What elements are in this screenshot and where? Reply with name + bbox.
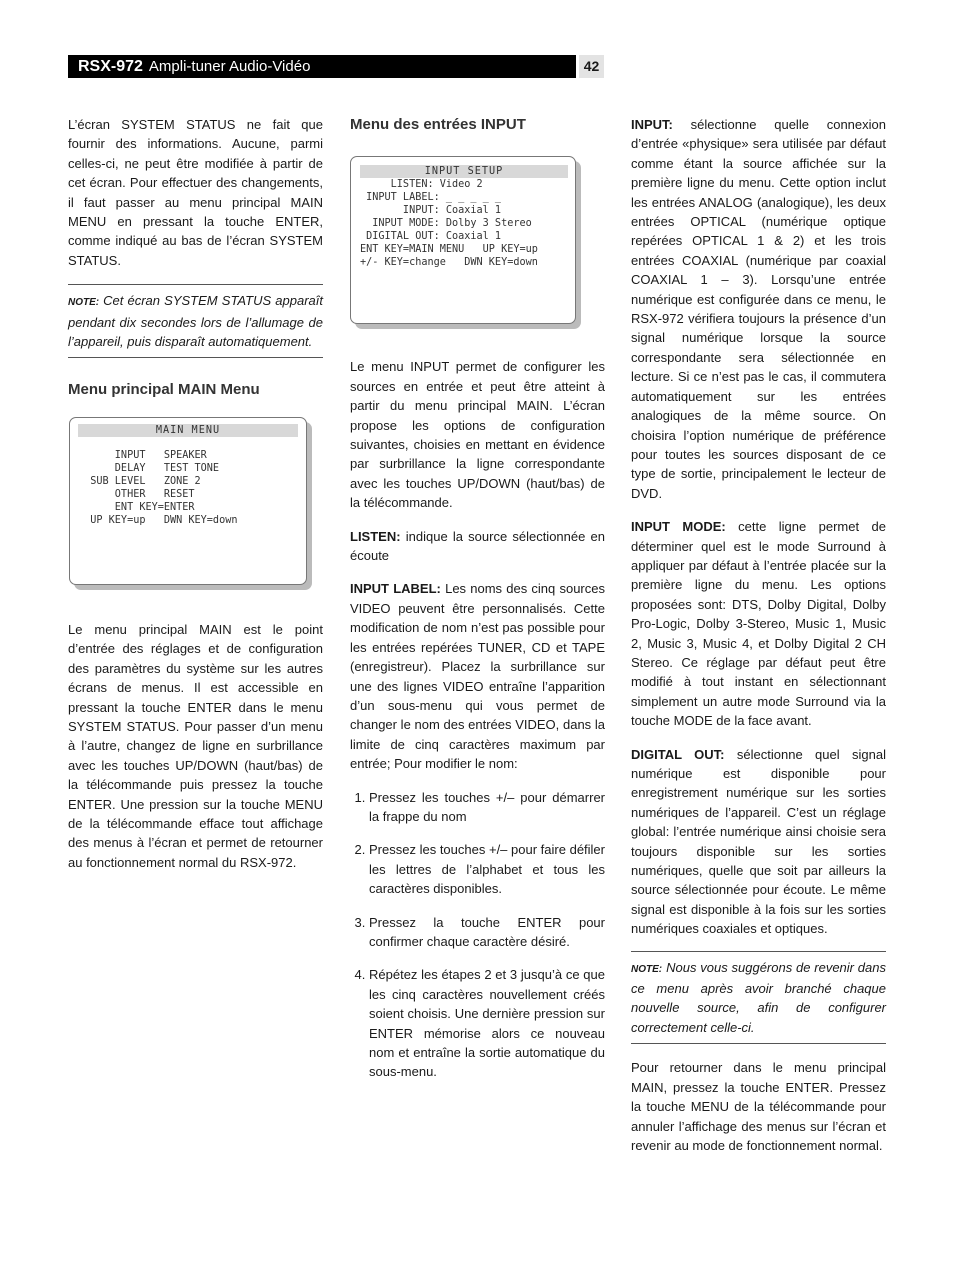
header-bar bbox=[68, 55, 576, 78]
screen-line: INPUT LABEL: _ _ _ _ _ bbox=[360, 192, 502, 204]
list-item: 3. Pressez la touche ENTER pour confirmer chaque caractère désiré. bbox=[369, 913, 605, 952]
list-item: 2. Pressez les touches +/– pour faire défiler les lettres de l’alphabet et tous les caractères disponibles. bbox=[369, 840, 605, 898]
header-subtitle: Ampli-tuner Audio-Vidéo bbox=[148, 58, 311, 75]
main-menu-heading: Menu principal MAIN Menu bbox=[68, 381, 260, 399]
input-setup-screen-title: INPUT SETUP bbox=[360, 165, 568, 178]
input-text: sélectionne quelle connexion d’entrée «physique» sera utilisée par défaut comme étant la source affichée sur la première ligne du menu. Cette option inclut les entrées ANALOG (analogique), les deux entrées OPTICAL (numérique optique repérées OPTICAL 1 & 2) et les trois entrées COAXIAL (numérique par coaxial COAXIAL 1 – 3). Lorsqu’une entrée numérique est configurée dans ce menu, le RSX-972 vérifiera toujours la présence d’un signal numérique lorsque la source correspondante sera sélectionnée en lecture. Si ce n’est pas le cas, il commutera automatiquement sur les entrées analogiques de la même source. On choisira l’option numérique de préférence pour toutes les sources disposant de ce type de sortie, principalement le lecteur de DVD. bbox=[631, 117, 886, 501]
input-mode-label: INPUT MODE: bbox=[631, 519, 726, 535]
input-label-paragraph bbox=[350, 579, 605, 773]
digital-out-text: sélectionne quel signal numérique est disponible pour enregistrement numérique sur les sorties numériques de l’appareil. C’est un réglage global: l’entrée numérique ainsi choisie sera toujours disponible sur les sorties numériques, quelle que soit par ailleurs la source sélectionnée pour écoute. Le même signal est disponible à la fois sur les sorties numériques coaxiales et optiques. bbox=[631, 746, 886, 937]
input-menu-heading: Menu des entrées INPUT bbox=[350, 116, 526, 133]
input-paragraph bbox=[631, 115, 886, 503]
list-item: 4. Répétez les étapes 2 et 3 jusqu’à ce que les cinq caractères nouvellement créés soient choisis. Une dernière pression sur ENTER mémorise alors ce nouveau nom et entraîne la sortie automatique du sous-menu. bbox=[369, 965, 605, 1081]
note-revisit bbox=[631, 951, 886, 1045]
note-label: NOTE: bbox=[631, 963, 663, 975]
listen-label: LISTEN: bbox=[350, 528, 401, 544]
screen-line: DELAY TEST TONE bbox=[78, 462, 220, 474]
screen-line: ENT KEY=MAIN MENU UP KEY=up bbox=[360, 244, 538, 256]
model-name: RSX-972 bbox=[78, 58, 143, 75]
input-label-label: INPUT LABEL: bbox=[350, 581, 441, 597]
listen-text: indique la source sélectionnée en écoute bbox=[350, 528, 605, 564]
screen-line: LISTEN: Video 2 bbox=[360, 179, 483, 191]
main-menu-text: Le menu principal MAIN est le point d’entrée des réglages et de configuration des paramètres du système sur les autres écrans de menus. Il est accessible en pressant la touche ENTER dans le menu SYSTEM STATUS. Pour passer d’un menu à l’autre, changez de ligne en surbrillance avec les touches UP/DOWN (haut/bas) de la télécommande puis pressez la touche ENTER. Une pression sur la touche MENU de la télécommande efface tout affichage des menus à l’écran et permet de retourner au fonctionnement normal du RSX-972. bbox=[68, 621, 323, 870]
screen-line: ENT KEY=ENTER bbox=[78, 501, 195, 513]
input-label-text: Les noms des cinq sources VIDEO peuvent être personnalisés. Cette modification de nom n’est pas possible pour les entrées repérées TUNER, CD et TAPE (enregistreur). Placez la surbrillance sur une des lignes VIDEO entraîne l’apparition d’un sous-menu qui vous permet de changer le nom des entrées VIDEO, dans la limite de cinq caractères maximum par entrée; Pour modifier le nom: bbox=[350, 581, 605, 772]
listen-paragraph bbox=[350, 527, 605, 566]
page-number: 42 bbox=[579, 55, 604, 78]
input-setup-screen bbox=[350, 156, 576, 324]
main-menu-screen-title: MAIN MENU bbox=[78, 424, 298, 437]
screen-line: +/- KEY=change DWN KEY=down bbox=[360, 257, 538, 269]
digital-out-paragraph bbox=[631, 745, 886, 939]
screen-line: DIGITAL OUT: Coaxial 1 bbox=[360, 231, 502, 243]
page-header bbox=[68, 55, 604, 78]
rename-steps bbox=[350, 788, 605, 1082]
column-3 bbox=[631, 115, 886, 1169]
screen-line: SUB LEVEL ZONE 2 bbox=[78, 475, 201, 487]
digital-out-label: DIGITAL OUT: bbox=[631, 746, 725, 762]
note-label: NOTE: bbox=[68, 297, 100, 309]
note-text: Nous vous suggérons de revenir dans ce menu après avoir branché chaque nouvelle source, afin de configurer correctement celle-ci. bbox=[631, 959, 886, 1035]
main-menu-screen bbox=[69, 417, 307, 585]
input-menu-intro: Le menu INPUT permet de configurer les sources en entrée et peut être atteint à partir du menu principal MAIN. L’écran propose les options de configuration suivantes, choisies en mettant en évidence par surbrillance la ligne correspondante avec les touches UP/DOWN (haut/bas) de la télécommande. bbox=[350, 359, 605, 511]
input-mode-paragraph bbox=[631, 517, 886, 730]
screen-line: INPUT MODE: Dolby 3 Stereo bbox=[360, 218, 532, 230]
system-status-intro: L’écran SYSTEM STATUS ne fait que fournir des informations. Aucune, parmi celles-ci, ne peut être modifiée à partir de cet écran. Pour effectuer des changements, il faut passer au menu principal MAIN MENU en pressant la touche ENTER, comme indiqué au bas de l’écran SYSTEM STATUS. bbox=[68, 117, 323, 268]
screen-line: INPUT SPEAKER bbox=[78, 449, 207, 461]
input-mode-text: cette ligne permet de déterminer quel est le mode Surround à appliquer par défaut à l’entrée placée sur la première ligne du menu. Les options proposées sont: DTS, Dolby Digital, Dolby Pro-Logic, Dolby 3-Stereo, Music 1, Music 2, Music 3, Music 4, et Dolby Digital 2 CH Stereo. Ce réglage par défaut peut être modifié à tout instant en sélectionnant simplement un autre mode Surround via la touche MODE de la face avant. bbox=[631, 519, 886, 729]
input-label: INPUT: bbox=[631, 117, 673, 132]
note-system-status bbox=[68, 284, 323, 358]
screen-line: UP KEY=up DWN KEY=down bbox=[78, 514, 238, 526]
column-1 bbox=[68, 115, 323, 886]
column-2 bbox=[350, 115, 605, 1096]
outro-paragraph: Pour retourner dans le menu principal MAIN, pressez la touche ENTER. Pressez la touche MENU de la télécommande pour annuler l’affichage des menus sur l’écran et revenir au mode de fonctionnement normal. bbox=[631, 1060, 886, 1153]
note-text: Cet écran SYSTEM STATUS apparaît pendant dix secondes lors de l’allumage de l’appareil, puis disparaît automatiquement. bbox=[68, 293, 323, 350]
screen-line: OTHER RESET bbox=[78, 488, 195, 500]
list-item: 1. Pressez les touches +/– pour démarrer la frappe du nom bbox=[369, 788, 605, 827]
screen-line: INPUT: Coaxial 1 bbox=[360, 205, 502, 217]
